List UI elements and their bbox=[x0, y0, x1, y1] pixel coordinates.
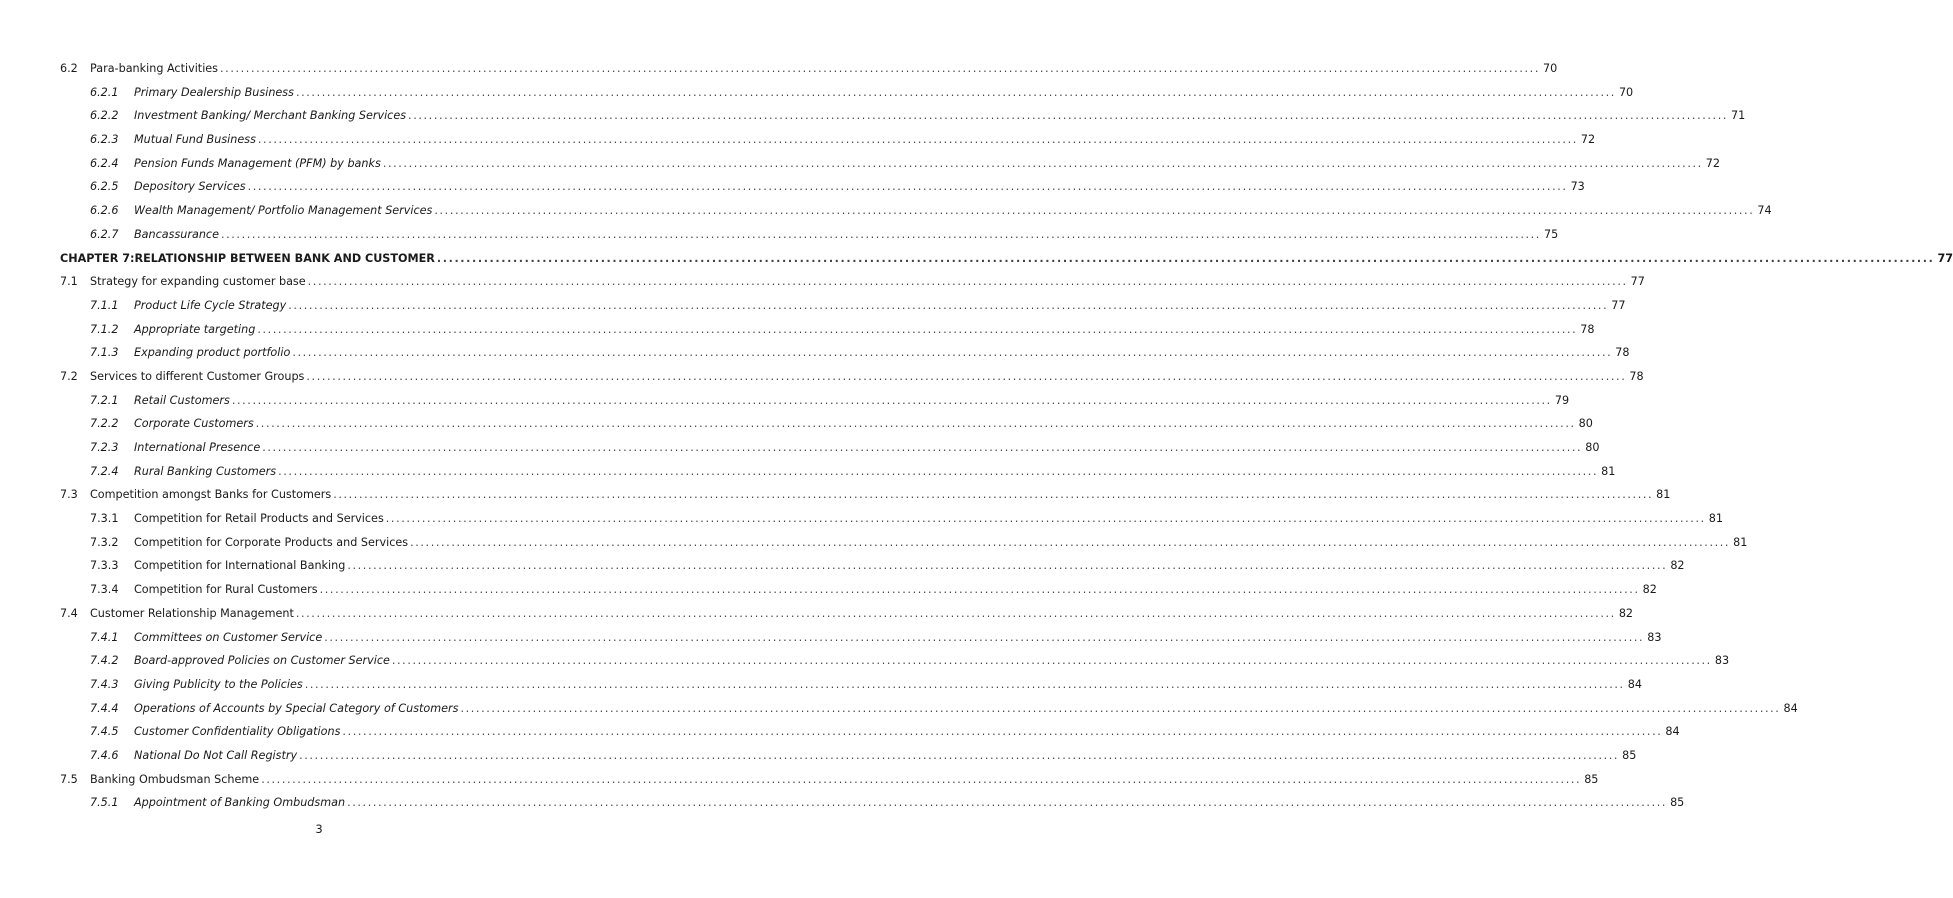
toc-entry-page: 73 bbox=[1570, 180, 1585, 194]
toc-entry-page: 78 bbox=[1580, 322, 1595, 336]
toc-dot-leader bbox=[256, 412, 1576, 436]
toc-entry-row[interactable] bbox=[60, 697, 1798, 721]
toc-entry-row[interactable] bbox=[60, 649, 1730, 673]
toc-dot-leader bbox=[299, 744, 1619, 768]
toc-entry-number: 7.1.1 bbox=[90, 298, 119, 312]
toc-dot-leader bbox=[288, 294, 1608, 318]
toc-entry-title: Giving Publicity to the Policies bbox=[134, 677, 303, 691]
toc-entry-row[interactable] bbox=[60, 602, 1634, 626]
toc-entry-number: 7.3.2 bbox=[90, 535, 119, 549]
toc-entry-number: 7.4 bbox=[60, 606, 78, 620]
toc-entry-number: 7.2.4 bbox=[90, 464, 119, 478]
toc-entry-title: Board-approved Policies on Customer Service bbox=[134, 654, 390, 668]
toc-entry-row[interactable] bbox=[60, 365, 1644, 389]
toc-entry-page: 82 bbox=[1670, 559, 1685, 573]
toc-entry-page: 74 bbox=[1757, 204, 1772, 218]
toc-entry-number: 7.2.2 bbox=[90, 417, 119, 431]
toc-entry-row[interactable] bbox=[60, 104, 1746, 128]
toc-entry-row[interactable] bbox=[60, 223, 1559, 247]
toc-entry-row[interactable] bbox=[60, 483, 1671, 507]
toc-dot-leader bbox=[221, 223, 1541, 247]
toc-entry-row[interactable] bbox=[60, 81, 1634, 105]
toc-entry-row[interactable] bbox=[60, 673, 1642, 697]
toc-entry-title: Depository Services bbox=[134, 180, 246, 194]
toc-entry-number: 7.2.1 bbox=[90, 393, 119, 407]
toc-entry-row[interactable] bbox=[60, 175, 1585, 199]
toc-entry-title: Competition amongst Banks for Customers bbox=[90, 488, 332, 502]
toc-entry-number: 7.1 bbox=[60, 275, 78, 289]
toc-entry-page: 85 bbox=[1670, 796, 1685, 810]
toc-entry-page: 80 bbox=[1585, 441, 1600, 454]
toc-entry-title: Operations of Accounts by Special Category of Customers bbox=[134, 701, 459, 715]
toc-dot-leader bbox=[408, 104, 1728, 128]
toc-entry-title: Expanding product portfolio bbox=[134, 346, 291, 360]
toc-entry-number: 6.2.7 bbox=[90, 227, 119, 241]
toc-entry-page: 81 bbox=[1656, 488, 1671, 502]
toc-entry-title: Committees on Customer Service bbox=[134, 630, 323, 644]
toc-entry-number: 7.4.4 bbox=[90, 701, 119, 715]
table-of-contents bbox=[60, 57, 1953, 815]
toc-dot-leader bbox=[296, 81, 1616, 105]
toc-entry-number: 6.2.2 bbox=[90, 109, 119, 123]
toc-entry-title: Competition for Retail Products and Services bbox=[134, 512, 384, 526]
toc-entry-page: 72 bbox=[1580, 133, 1596, 147]
toc-dot-leader bbox=[342, 720, 1662, 744]
toc-entry-title: Appointment of Banking Ombudsman bbox=[134, 796, 346, 810]
toc-entry-row[interactable] bbox=[60, 294, 1626, 318]
toc-entry-number: 7.3.4 bbox=[90, 583, 119, 597]
toc-dot-leader bbox=[320, 578, 1640, 602]
toc-entry-title: Services to different Customer Groups bbox=[90, 369, 305, 383]
toc-entry-page: 84 bbox=[1627, 677, 1642, 691]
toc-entry-number: 6.2.4 bbox=[90, 156, 119, 170]
toc-entry-number: 6.2.3 bbox=[90, 133, 119, 147]
toc-entry-number: 7.2 bbox=[60, 369, 78, 383]
toc-entry-number: 6.2.6 bbox=[90, 204, 119, 218]
toc-entry-title: Appropriate targeting bbox=[134, 322, 256, 336]
toc-entry-number: 7.4.3 bbox=[90, 677, 119, 691]
toc-dot-leader bbox=[410, 531, 1730, 555]
toc-entry-title: Investment Banking/ Merchant Banking Services bbox=[134, 109, 407, 123]
toc-entry-row[interactable] bbox=[60, 57, 1558, 81]
toc-entry-title: Competition for Rural Customers bbox=[134, 583, 318, 597]
toc-entry-page: 85 bbox=[1622, 748, 1637, 762]
toc-entry-title: Wealth Management/ Portfolio Management Services bbox=[134, 204, 433, 218]
toc-entry-page: 83 bbox=[1714, 654, 1730, 668]
toc-entry-number: 7.4.6 bbox=[90, 748, 119, 762]
toc-entry-title: Competition for International Banking bbox=[134, 559, 346, 573]
toc-entry-number: 7.4.1 bbox=[90, 630, 119, 644]
toc-entry-row[interactable] bbox=[60, 389, 1570, 413]
toc-entry-number: 6.2 bbox=[60, 62, 78, 75]
toc-entry-page: 84 bbox=[1665, 725, 1680, 739]
toc-entry-page: 78 bbox=[1629, 369, 1644, 383]
toc-dot-leader bbox=[434, 199, 1754, 223]
toc-entry-title: International Presence bbox=[134, 441, 261, 454]
toc-entry-title: Corporate Customers bbox=[134, 417, 254, 431]
toc-dot-leader bbox=[383, 152, 1703, 176]
toc-entry-page: 70 bbox=[1543, 62, 1558, 75]
toc-entry-title: Customer Relationship Management bbox=[90, 606, 294, 620]
toc-entry-page: 81 bbox=[1601, 464, 1616, 478]
toc-entry-row[interactable] bbox=[60, 412, 1593, 436]
toc-entry-title: RELATIONSHIP BETWEEN BANK AND CUSTOMER bbox=[134, 251, 435, 265]
toc-entry-title: Competition for Corporate Products and Services bbox=[134, 535, 409, 549]
toc-entry-row[interactable] bbox=[60, 626, 1662, 650]
toc-chapter-row[interactable] bbox=[60, 247, 1953, 271]
toc-entry-number: 7.5.1 bbox=[90, 796, 119, 810]
toc-dot-leader bbox=[460, 697, 1780, 721]
toc-entry-title: Bancassurance bbox=[134, 227, 219, 241]
toc-entry-title: Customer Confidentiality Obligations bbox=[134, 725, 341, 739]
toc-entry-row[interactable] bbox=[60, 791, 1685, 815]
toc-entry-number: 7.5 bbox=[60, 772, 78, 786]
toc-dot-leader bbox=[305, 673, 1625, 697]
toc-dot-leader bbox=[306, 365, 1626, 389]
toc-entry-page: 81 bbox=[1733, 535, 1748, 549]
toc-entry-number: 7.3.3 bbox=[90, 559, 119, 573]
toc-entry-row[interactable] bbox=[60, 270, 1645, 294]
toc-dot-leader bbox=[262, 436, 1582, 460]
toc-entry-page: 77 bbox=[1937, 251, 1953, 265]
toc-entry-row[interactable] bbox=[60, 578, 1657, 602]
toc-entry-title: Para-banking Activities bbox=[90, 62, 219, 75]
toc-dot-leader bbox=[333, 483, 1653, 507]
toc-entry-number: 7.1.2 bbox=[90, 322, 119, 336]
toc-entry-title: Primary Dealership Business bbox=[134, 85, 294, 99]
toc-entry-row[interactable] bbox=[60, 128, 1596, 152]
toc-entry-number: 7.3 bbox=[60, 488, 78, 502]
toc-entry-number: 7.4.2 bbox=[90, 654, 119, 668]
toc-entry-number: 7.2.3 bbox=[90, 441, 119, 454]
toc-entry-page: 71 bbox=[1731, 109, 1746, 123]
toc-entry-page: 78 bbox=[1615, 346, 1630, 360]
toc-entry-row[interactable] bbox=[60, 720, 1680, 744]
toc-entry-row[interactable] bbox=[60, 768, 1599, 792]
toc-dot-leader bbox=[437, 247, 1935, 271]
toc-entry-row[interactable] bbox=[60, 554, 1685, 578]
toc-entry-title: Pension Funds Management (PFM) by banks bbox=[134, 156, 381, 170]
toc-dot-leader bbox=[347, 791, 1667, 815]
toc-dot-leader bbox=[257, 318, 1577, 342]
toc-entry-row[interactable] bbox=[60, 152, 1721, 176]
toc-dot-leader bbox=[258, 128, 1578, 152]
toc-entry-row[interactable] bbox=[60, 460, 1616, 484]
toc-entry-row[interactable] bbox=[60, 318, 1595, 342]
toc-entry-row[interactable] bbox=[60, 531, 1748, 555]
toc-dot-leader bbox=[261, 768, 1581, 792]
toc-entry-page: 82 bbox=[1618, 606, 1634, 620]
toc-entry-page: 84 bbox=[1783, 701, 1798, 715]
toc-entry-title: Retail Customers bbox=[134, 393, 230, 407]
toc-entry-number: 7.4.5 bbox=[90, 725, 119, 739]
toc-entry-page: 82 bbox=[1642, 583, 1657, 597]
toc-entry-page: 83 bbox=[1647, 630, 1662, 644]
toc-entry-number: CHAPTER 7: bbox=[60, 251, 135, 265]
toc-entry-page: 75 bbox=[1543, 227, 1559, 241]
toc-dot-leader bbox=[386, 507, 1706, 531]
toc-entry-row[interactable] bbox=[60, 341, 1630, 365]
toc-entry-page: 72 bbox=[1705, 156, 1721, 170]
page-number: 3 bbox=[315, 822, 323, 836]
toc-dot-leader bbox=[347, 554, 1667, 578]
toc-entry-title: Banking Ombudsman Scheme bbox=[90, 772, 260, 786]
toc-dot-leader bbox=[292, 341, 1612, 365]
toc-dot-leader bbox=[278, 460, 1598, 484]
toc-entry-number: 7.3.1 bbox=[90, 512, 119, 526]
toc-entry-page: 77 bbox=[1630, 275, 1645, 289]
toc-entry-page: 85 bbox=[1584, 772, 1599, 786]
toc-dot-leader bbox=[232, 389, 1552, 413]
toc-entry-number: 6.2.1 bbox=[90, 85, 119, 99]
toc-dot-leader bbox=[324, 626, 1644, 650]
toc-dot-leader bbox=[248, 175, 1568, 199]
toc-entry-row[interactable] bbox=[60, 436, 1600, 460]
toc-entry-title: Product Life Cycle Strategy bbox=[134, 298, 287, 312]
toc-dot-leader bbox=[296, 602, 1616, 626]
toc-entry-row[interactable] bbox=[60, 199, 1772, 223]
toc-entry-title: Mutual Fund Business bbox=[134, 133, 256, 147]
toc-entry-page: 80 bbox=[1578, 417, 1593, 431]
toc-dot-leader bbox=[220, 57, 1540, 81]
toc-entry-page: 77 bbox=[1611, 298, 1626, 312]
toc-entry-row[interactable] bbox=[60, 507, 1724, 531]
toc-entry-page: 70 bbox=[1618, 85, 1634, 99]
toc-entry-page: 81 bbox=[1708, 512, 1724, 526]
toc-dot-leader bbox=[392, 649, 1712, 673]
toc-entry-number: 7.1.3 bbox=[90, 346, 119, 360]
toc-entry-number: 6.2.5 bbox=[90, 180, 119, 194]
toc-entry-title: Strategy for expanding customer base bbox=[90, 275, 306, 289]
toc-entry-page: 79 bbox=[1554, 393, 1570, 407]
toc-entry-row[interactable] bbox=[60, 744, 1637, 768]
toc-entry-title: Rural Banking Customers bbox=[134, 464, 277, 478]
toc-dot-leader bbox=[308, 270, 1628, 294]
toc-entry-title: National Do Not Call Registry bbox=[134, 748, 298, 762]
